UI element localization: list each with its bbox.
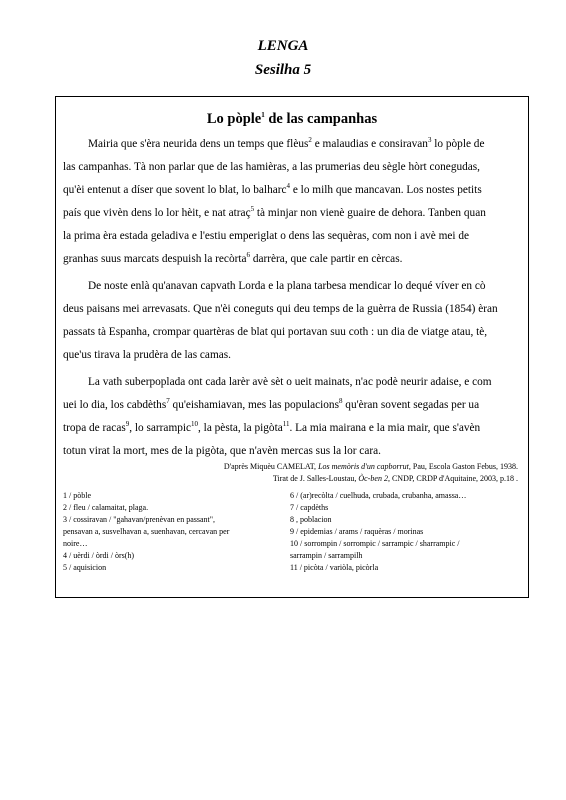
credit-author: D'après Miquèu CAMELAT, bbox=[223, 462, 319, 471]
text-run: e malaudias e consiravan bbox=[311, 138, 428, 150]
text-run: darrèra, que cale partir en cèrcas. bbox=[250, 253, 403, 265]
credit-source-author: Tirat de J. Salles-Loustau, bbox=[272, 474, 359, 483]
credit-book-title: Los memòris d'un capborrut bbox=[318, 462, 409, 471]
footnote-mark: 4 bbox=[286, 182, 291, 191]
footnote-entry: 2 / fleu / calamaitat, plaga. bbox=[63, 503, 149, 512]
footnote-entry: 3 / cossiravan / "gahavan/prenèvan en passant", bbox=[63, 515, 216, 524]
footnote-entry: 5 / aquisicion bbox=[63, 563, 107, 572]
text-title bbox=[56, 111, 528, 128]
footnote-entry: 9 / epidemias / arams / raquèras / morinas bbox=[290, 527, 424, 536]
text-run: tà minjar non vienè guaire de dehora. Tanben quan bbox=[254, 207, 486, 219]
text-run: las campanhas. Tà non parlar que de las hamièras, a las prumerias deu sègle hòrt conegudas, bbox=[63, 161, 480, 173]
text-line bbox=[63, 394, 523, 417]
text-line bbox=[63, 440, 523, 463]
footnote-mark: 8 bbox=[338, 397, 343, 406]
text-line bbox=[63, 225, 523, 248]
title-footnote-mark: 1 bbox=[261, 111, 265, 120]
text-run: país que vivèn dens lo lor hèit, e nat atraç bbox=[63, 207, 251, 219]
footnote-entry: 11 / picòta / variòla, picòrla bbox=[290, 563, 379, 572]
footnotes-right-column bbox=[290, 490, 520, 574]
text-run: De noste enlà qu'anavan capvath Lorda e la plana tarbesa mendicar lo dequé víver en cò bbox=[88, 280, 486, 292]
text-run: deus paisans mei arrevasats. Que n'èi coneguts qui deu temps de la guèrra de Russia (1854) èran bbox=[63, 303, 498, 315]
text-run: qu'èi entenut a díser que sovent lo blat, lo balharc bbox=[63, 184, 287, 196]
text-run: Mairia que s'èra neurida dens un temps que flèus bbox=[88, 138, 309, 150]
text-line bbox=[63, 202, 523, 225]
text-run: tropa de racas bbox=[63, 422, 126, 434]
credit-line-2 bbox=[224, 473, 518, 485]
text-run: passats tà Espanha, crompar quartèras de blat qui portavan suu coth : un dia de viatge atau, tè, bbox=[63, 326, 488, 338]
paragraph bbox=[63, 275, 523, 367]
text-line bbox=[63, 275, 523, 298]
text-frame bbox=[55, 96, 529, 598]
section-heading: LENGA bbox=[257, 38, 309, 54]
session-subheading: Sesilha 5 bbox=[254, 62, 312, 78]
text-line bbox=[63, 417, 523, 440]
footnote-mark: 10 bbox=[191, 420, 199, 429]
footnote-entry: pensavan a, susvelhavan a, suenhavan, cercavan per bbox=[63, 527, 230, 536]
text-run: qu'eishamiavan, mes las populacions bbox=[169, 399, 339, 411]
text-body bbox=[63, 133, 523, 467]
credit-line-1 bbox=[224, 461, 518, 473]
text-line bbox=[63, 298, 523, 321]
text-run: qu'èran sovent segadas per ua bbox=[342, 399, 480, 411]
footnote-mark: 3 bbox=[427, 136, 432, 145]
footnote-entry: 8 , poblacion bbox=[290, 515, 332, 524]
credit-source-publisher: , CNDP, CRDP d'Aquitaine, 2003, p.18 . bbox=[387, 474, 518, 483]
footnote-entry: sarrampin / sarrampilh bbox=[290, 551, 363, 560]
footnote-mark: 9 bbox=[125, 420, 130, 429]
text-line bbox=[63, 321, 523, 344]
text-line bbox=[63, 156, 523, 179]
text-line bbox=[63, 344, 523, 367]
text-run: . La mia mairana e la mia mair, que s'avèn bbox=[289, 422, 481, 434]
text-run: lo pòple de bbox=[431, 138, 485, 150]
text-run: , la pèsta, la pigòta bbox=[198, 422, 283, 434]
title-text: Lo pòple bbox=[206, 111, 262, 127]
source-credits bbox=[224, 461, 518, 485]
text-run: granhas suus marcats despuish la recòrta bbox=[63, 253, 247, 265]
text-run: e lo milh que mancavan. Los nostes petits bbox=[290, 184, 482, 196]
text-line bbox=[63, 248, 523, 271]
footnote-mark: 6 bbox=[246, 251, 251, 260]
title-rest: de las campanhas bbox=[264, 111, 378, 127]
credit-publisher: , Pau, Escola Gaston Febus, 1938. bbox=[408, 462, 518, 471]
footnote-entry: 6 / (ar)recòlta / cuelhuda, crubada, crubanha, amassa… bbox=[290, 491, 467, 500]
text-run: La vath suberpoplada ont cada larèr avè sèt o ueit mainats, n'ac podè neurir adaise, e com bbox=[88, 376, 492, 388]
paragraph bbox=[63, 133, 523, 271]
footnote-entry: 7 / capdèths bbox=[290, 503, 329, 512]
footnote-mark: 2 bbox=[308, 136, 312, 145]
text-line bbox=[63, 179, 523, 202]
text-run: totun virat la mort, mes de la pigòta, que n'avèn mercas sus la lor cara. bbox=[63, 445, 381, 457]
text-run: que'us tirava la prudèra de las camas. bbox=[63, 349, 231, 361]
footnote-entry: 10 / sorrompin / sorrompic / sarrampic / sharrampic / bbox=[290, 539, 460, 548]
paragraph bbox=[63, 371, 523, 463]
text-run: , lo sarrampic bbox=[129, 422, 192, 434]
text-run: la prima èra estada geladiva e l'estiu emperiglat o dens las sequèras, com non i avè mei de bbox=[63, 230, 470, 242]
footnotes-left-column bbox=[63, 490, 288, 574]
text-line bbox=[63, 371, 523, 394]
footnote-mark: 5 bbox=[250, 205, 255, 214]
credit-source-title: Òc-ben 2 bbox=[358, 474, 388, 483]
text-run: uei lo dia, los cabdèths bbox=[63, 399, 167, 411]
text-line bbox=[63, 133, 523, 156]
footnote-mark: 7 bbox=[166, 397, 170, 406]
footnote-entry: 4 / uèrdi / òrdi / òrs(h) bbox=[63, 551, 135, 560]
footnote-entry: noire… bbox=[63, 539, 88, 548]
footnote-mark: 11 bbox=[282, 420, 290, 429]
footnote-entry: 1 / pòble bbox=[63, 491, 91, 500]
